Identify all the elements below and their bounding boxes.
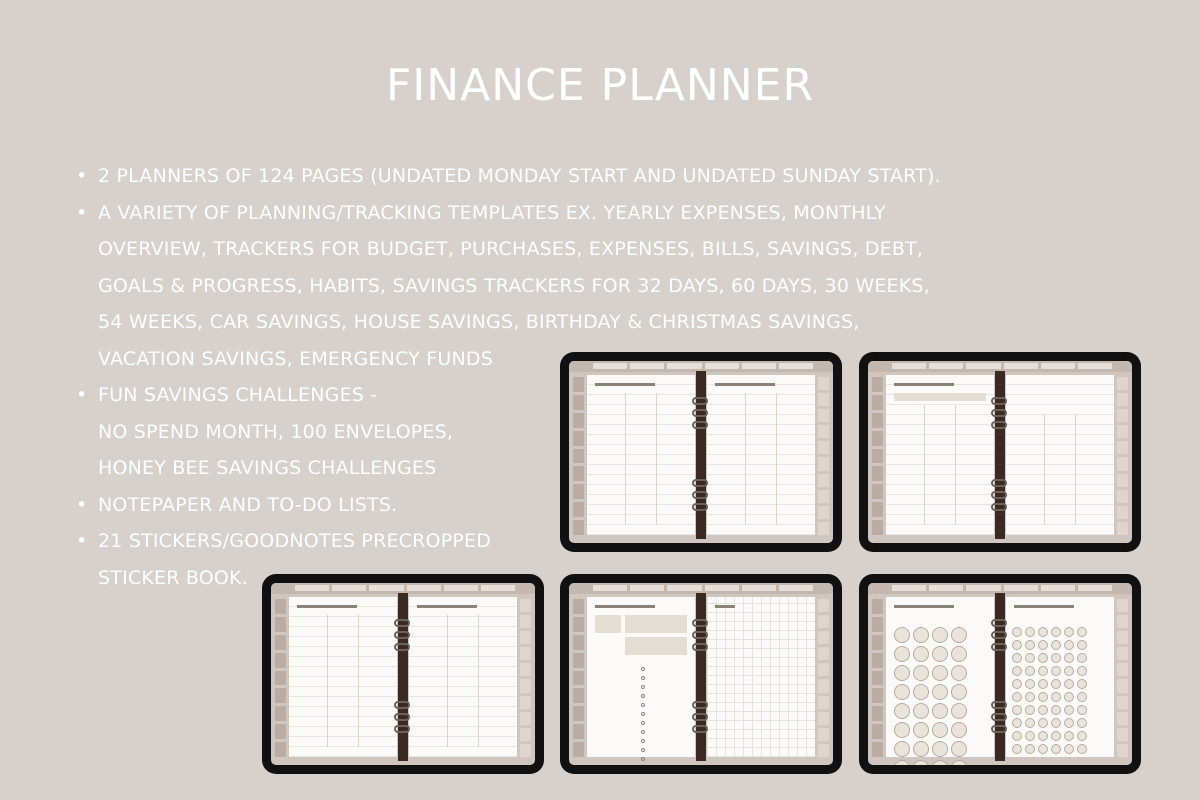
tablet-screen bbox=[868, 583, 1132, 765]
planner-left-page bbox=[289, 597, 397, 757]
debt-payoff-tracker-tablet bbox=[859, 352, 1141, 552]
savings-tracker-tablet bbox=[859, 574, 1141, 774]
planner-spine bbox=[696, 593, 706, 761]
planner-left-tabs bbox=[275, 599, 286, 757]
planner-right-tabs bbox=[520, 599, 531, 757]
planner-spine bbox=[995, 593, 1005, 761]
feature-text: HONEY BEE SAVINGS CHALLENGES bbox=[98, 457, 437, 479]
planner-spine bbox=[696, 371, 706, 539]
planner-left-tabs bbox=[573, 377, 584, 535]
feature-text: A VARIETY OF PLANNING/TRACKING TEMPLATES EX. YEARLY EXPENSES, MONTHLY bbox=[98, 201, 886, 224]
binder-rings-icon bbox=[991, 479, 1009, 511]
page-title: FINANCE PLANNER bbox=[385, 60, 815, 111]
tablet-screen bbox=[569, 583, 833, 765]
feature-item bbox=[76, 158, 1126, 195]
planner-right-tabs bbox=[1117, 599, 1128, 757]
bullet-icon: • bbox=[76, 530, 88, 552]
binder-rings-icon bbox=[394, 701, 412, 733]
feature-text: GOALS & PROGRESS, HABITS, SAVINGS TRACKERS FOR 32 DAYS, 60 DAYS, 30 WEEKS, bbox=[98, 274, 930, 297]
tablet-screen bbox=[271, 583, 535, 765]
feature-text: 54 WEEKS, CAR SAVINGS, HOUSE SAVINGS, BIRTHDAY & CHRISTMAS SAVINGS, bbox=[98, 311, 860, 333]
planner-spine bbox=[398, 593, 408, 761]
feature-text: VACATION SAVINGS, EMERGENCY FUNDS bbox=[98, 347, 493, 370]
binder-rings-icon bbox=[692, 397, 710, 429]
planner-left-tabs bbox=[573, 599, 584, 757]
bullet-icon: • bbox=[76, 384, 88, 406]
financial-goals-tablet bbox=[560, 574, 842, 774]
planner-left-page bbox=[587, 597, 695, 757]
planner-right-page bbox=[707, 375, 815, 535]
planner-left-page bbox=[587, 375, 695, 535]
bullet-icon: • bbox=[76, 165, 88, 187]
tablet-screen bbox=[569, 361, 833, 543]
binder-rings-icon bbox=[692, 479, 710, 511]
planner-left-page bbox=[886, 597, 994, 757]
planner-right-tabs bbox=[818, 377, 829, 535]
feature-text: STICKER BOOK. bbox=[98, 566, 248, 589]
planner-spine bbox=[995, 371, 1005, 539]
binder-rings-icon bbox=[692, 701, 710, 733]
binder-rings-icon bbox=[394, 619, 412, 651]
planner-right-tabs bbox=[818, 599, 829, 757]
feature-text: NO SPEND MONTH, 100 ENVELOPES, bbox=[98, 420, 454, 443]
feature-text: FUN SAVINGS CHALLENGES - bbox=[98, 384, 378, 406]
planner-right-tabs bbox=[1117, 377, 1128, 535]
tablet-screen bbox=[868, 361, 1132, 543]
bill-tracker-tablet bbox=[560, 352, 842, 552]
planner-right-page bbox=[1006, 375, 1114, 535]
savings-coin-grid bbox=[1012, 627, 1087, 754]
planner-left-tabs bbox=[872, 377, 883, 535]
binder-rings-icon bbox=[991, 701, 1009, 733]
feature-text: 21 STICKERS/GOODNOTES PRECROPPED bbox=[98, 530, 492, 552]
planner-left-page bbox=[886, 375, 994, 535]
binder-rings-icon bbox=[692, 619, 710, 651]
feature-text: OVERVIEW, TRACKERS FOR BUDGET, PURCHASES, EXPENSES, BILLS, SAVINGS, DEBT, bbox=[98, 238, 924, 260]
savings-coin-grid bbox=[894, 627, 967, 765]
binder-rings-icon bbox=[991, 397, 1009, 429]
planner-right-page bbox=[1006, 597, 1114, 757]
feature-item bbox=[76, 195, 1126, 378]
feature-text: 2 PLANNERS OF 124 PAGES (UNDATED MONDAY START AND UNDATED SUNDAY START). bbox=[98, 165, 941, 187]
binder-rings-icon bbox=[991, 619, 1009, 651]
planner-right-page bbox=[409, 597, 517, 757]
feature-text: NOTEPAPER AND TO-DO LISTS. bbox=[98, 493, 398, 516]
planner-left-tabs bbox=[872, 599, 883, 757]
planner-right-page bbox=[707, 597, 815, 757]
expense-tracker-tablet bbox=[262, 574, 544, 774]
bullet-icon: • bbox=[76, 201, 88, 224]
bullet-icon: • bbox=[76, 493, 88, 516]
